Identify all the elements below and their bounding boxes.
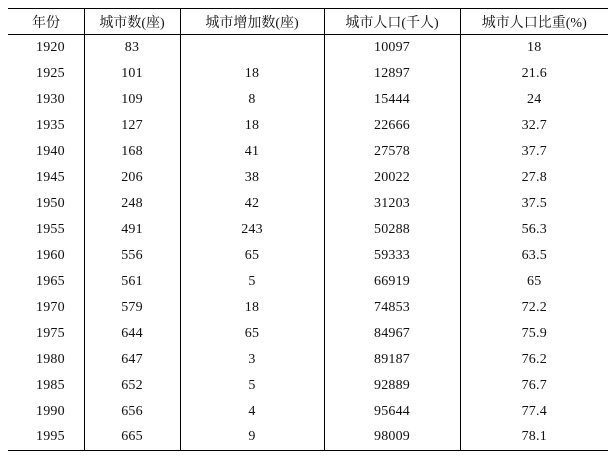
cell-urban-population: 15444 <box>324 87 460 113</box>
cell-city-count: 491 <box>84 217 180 243</box>
cell-city-count: 579 <box>84 295 180 321</box>
cell-city-increase: 65 <box>180 243 324 269</box>
cell-city-increase: 4 <box>180 399 324 425</box>
cell-city-count: 556 <box>84 243 180 269</box>
cell-year: 1960 <box>36 247 65 263</box>
city-statistics-table <box>8 8 608 451</box>
table-row <box>8 113 608 139</box>
cell-city-count: 248 <box>84 191 180 217</box>
cell-urban-population-share: 65 <box>460 269 608 295</box>
table-row <box>8 139 608 165</box>
cell-year: 1980 <box>36 351 65 367</box>
cell-urban-population: 10097 <box>324 35 460 61</box>
cell-city-count: 127 <box>84 113 180 139</box>
cell-urban-population-share: 24 <box>460 87 608 113</box>
cell-city-count: 109 <box>84 87 180 113</box>
cell-city-increase: 9 <box>180 425 324 451</box>
cell-city-count: 647 <box>84 347 180 373</box>
cell-year: 1945 <box>36 169 65 185</box>
table-row <box>8 87 608 113</box>
cell-year: 1955 <box>36 221 65 237</box>
cell-urban-population: 92889 <box>324 373 460 399</box>
cell-urban-population: 20022 <box>324 165 460 191</box>
table-row <box>8 295 608 321</box>
cell-city-count: 561 <box>84 269 180 295</box>
cell-city-increase: 3 <box>180 347 324 373</box>
cell-urban-population-share: 37.5 <box>460 191 608 217</box>
table-row <box>8 243 608 269</box>
cell-year: 1930 <box>36 91 65 107</box>
cell-year: 1990 <box>36 403 65 419</box>
header-city-increase: 城市增加数(座) <box>180 9 324 35</box>
cell-city-increase: 18 <box>180 61 324 87</box>
cell-year: 1970 <box>36 299 65 315</box>
table-row <box>8 165 608 191</box>
cell-year: 1940 <box>36 143 65 159</box>
cell-urban-population: 84967 <box>324 321 460 347</box>
cell-urban-population: 31203 <box>324 191 460 217</box>
cell-urban-population-share: 78.1 <box>460 425 608 451</box>
cell-year: 1995 <box>8 425 84 451</box>
cell-urban-population: 89187 <box>324 347 460 373</box>
header-urban-population-share: 城市人口比重(%) <box>460 9 608 35</box>
cell-city-count: 101 <box>84 61 180 87</box>
cell-urban-population-share: 32.7 <box>460 113 608 139</box>
cell-city-increase: 41 <box>180 139 324 165</box>
cell-urban-population: 95644 <box>324 399 460 425</box>
header-row <box>8 9 608 35</box>
cell-urban-population-share: 21.6 <box>460 61 608 87</box>
cell-urban-population-share: 56.3 <box>460 217 608 243</box>
header-urban-population: 城市人口(千人) <box>324 9 460 35</box>
cell-urban-population-share: 18 <box>460 35 608 61</box>
table-row <box>8 269 608 295</box>
cell-city-increase: 38 <box>180 165 324 191</box>
cell-city-count: 644 <box>84 321 180 347</box>
cell-urban-population-share: 63.5 <box>460 243 608 269</box>
cell-city-count: 168 <box>84 139 180 165</box>
cell-urban-population-share: 37.7 <box>460 139 608 165</box>
cell-city-increase: 5 <box>180 373 324 399</box>
cell-city-increase: 18 <box>180 295 324 321</box>
cell-year: 1935 <box>36 117 65 133</box>
cell-city-count: 206 <box>84 165 180 191</box>
table-header <box>8 9 608 35</box>
table-row <box>8 321 608 347</box>
cell-urban-population-share: 72.2 <box>460 295 608 321</box>
cell-city-count: 652 <box>84 373 180 399</box>
cell-urban-population: 98009 <box>324 425 460 451</box>
cell-year: 1950 <box>36 195 65 211</box>
cell-urban-population-share: 75.9 <box>460 321 608 347</box>
cell-urban-population: 22666 <box>324 113 460 139</box>
table-row <box>8 217 608 243</box>
cell-urban-population: 59333 <box>324 243 460 269</box>
table-row <box>8 399 608 425</box>
table-row <box>8 425 608 451</box>
cell-urban-population: 27578 <box>324 139 460 165</box>
cell-city-count: 656 <box>84 399 180 425</box>
cell-city-increase: 243 <box>180 217 324 243</box>
table-row <box>8 35 608 61</box>
cell-year: 1920 <box>36 39 65 55</box>
table-row <box>8 61 608 87</box>
cell-city-increase: 42 <box>180 191 324 217</box>
cell-city-increase <box>180 35 324 61</box>
cell-year: 1975 <box>36 325 65 341</box>
cell-city-increase: 18 <box>180 113 324 139</box>
cell-urban-population: 12897 <box>324 61 460 87</box>
cell-urban-population: 66919 <box>324 269 460 295</box>
cell-year: 1925 <box>36 65 65 81</box>
header-year: 年份 <box>8 9 84 35</box>
table-row <box>8 347 608 373</box>
cell-urban-population-share: 27.8 <box>460 165 608 191</box>
cell-city-increase: 8 <box>180 87 324 113</box>
cell-urban-population-share: 76.7 <box>460 373 608 399</box>
cell-city-increase: 65 <box>180 321 324 347</box>
cell-city-count: 83 <box>84 35 180 61</box>
cell-urban-population-share: 77.4 <box>460 399 608 425</box>
cell-city-count: 665 <box>84 425 180 451</box>
cell-year: 1985 <box>36 377 65 393</box>
cell-urban-population-share: 76.2 <box>460 347 608 373</box>
header-city-count: 城市数(座) <box>84 9 180 35</box>
cell-city-increase: 5 <box>180 269 324 295</box>
table-row <box>8 191 608 217</box>
cell-year: 1965 <box>36 273 65 289</box>
cell-urban-population: 50288 <box>324 217 460 243</box>
cell-urban-population: 74853 <box>324 295 460 321</box>
table-body <box>8 35 608 451</box>
table-row <box>8 373 608 399</box>
